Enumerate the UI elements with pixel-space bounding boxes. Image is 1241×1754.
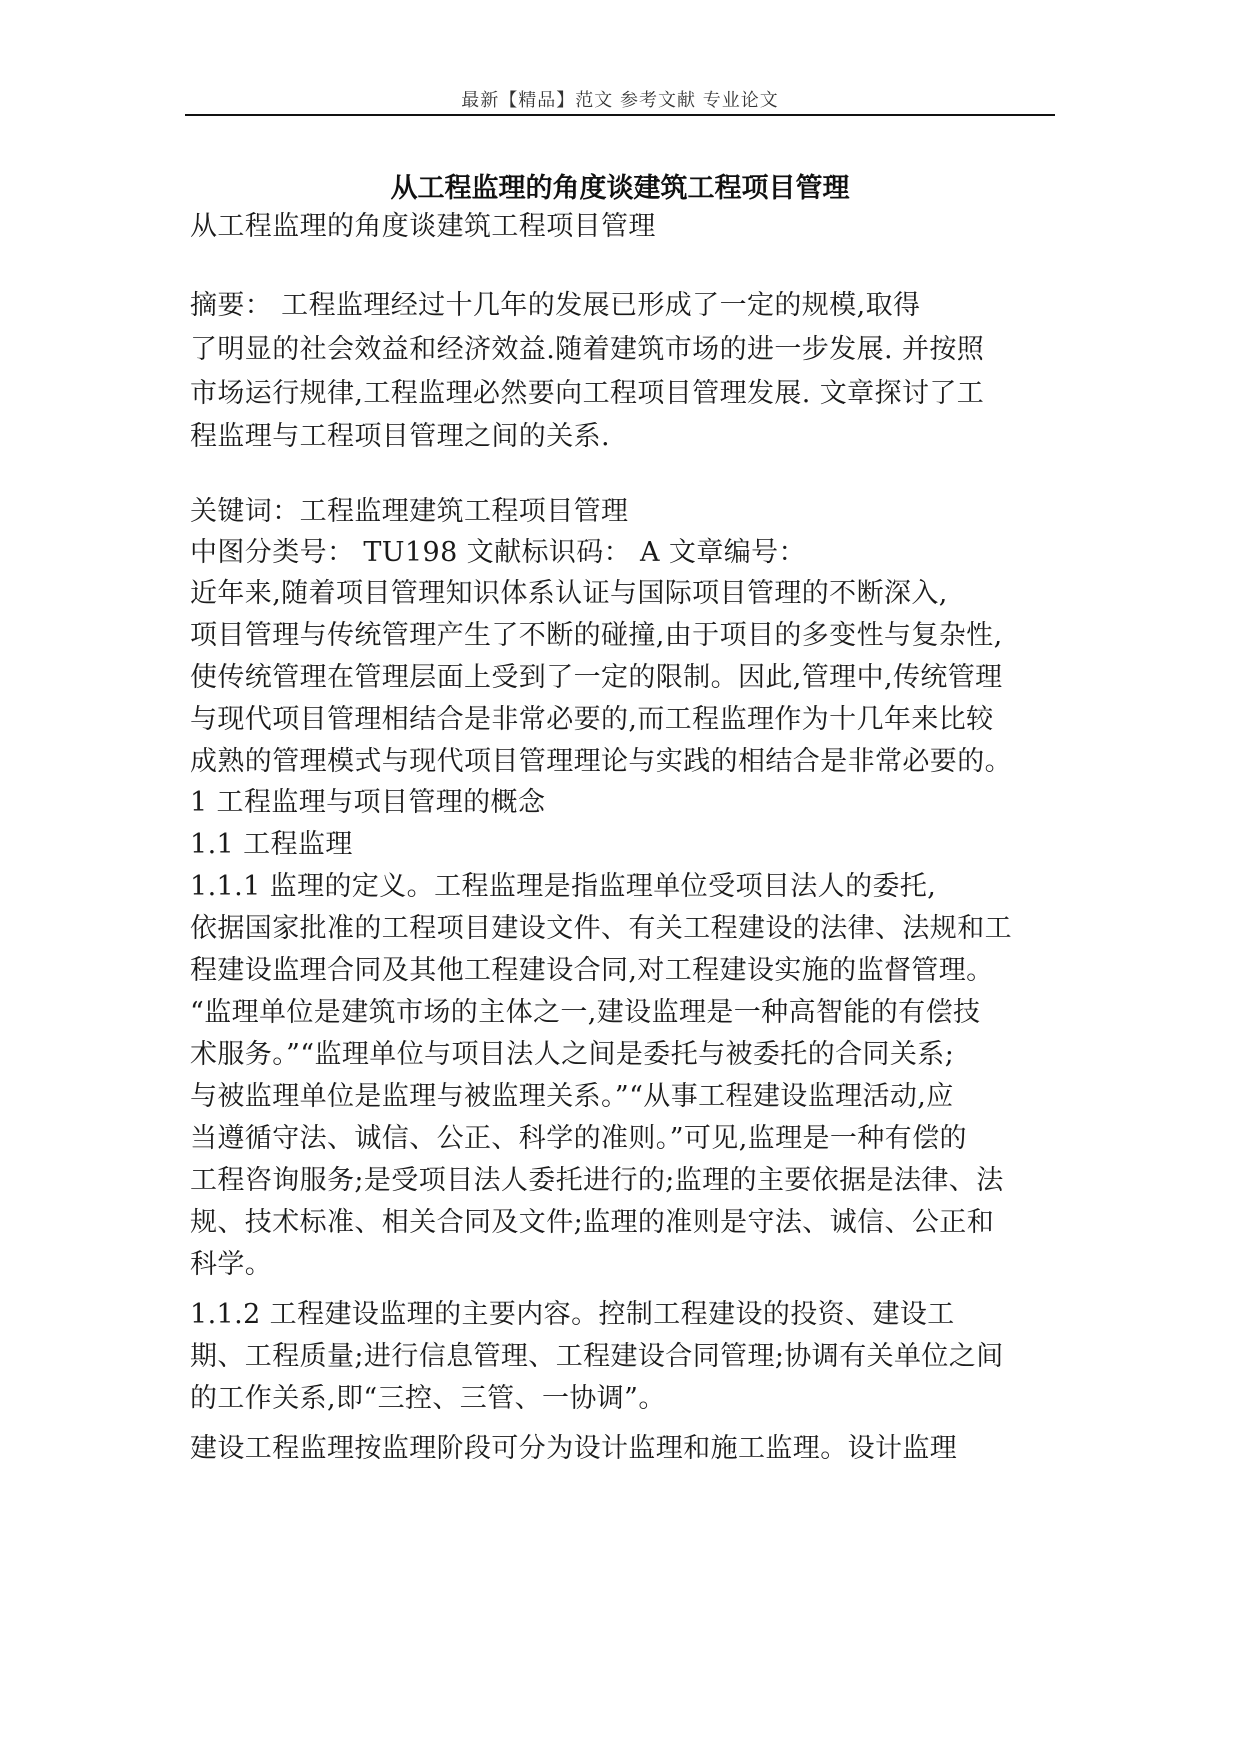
body-line: 当遵循守法、诚信、公正、科学的准则。”可见,监理是一种有偿的 [190, 1123, 967, 1154]
body-line: 工程咨询服务;是受项目法人委托进行的;监理的主要依据是法律、法 [190, 1165, 1004, 1196]
body-line: 程建设监理合同及其他工程建设合同,对工程建设实施的监督管理。 [190, 955, 994, 986]
body-line: 术服务。”“监理单位与项目法人之间是委托与被委托的合同关系; [190, 1039, 955, 1070]
body-line: 与现代项目管理相结合是非常必要的,而工程监理作为十几年来比较 [190, 704, 994, 735]
abstract-line: 程监理与工程项目管理之间的关系. [190, 421, 610, 452]
page-header: 最新【精品】范文 参考文献 专业论文 [461, 90, 779, 111]
header-divider [185, 114, 1055, 116]
subsection-heading: 1.1 工程监理 [190, 829, 353, 860]
abstract-line: 了明显的社会效益和经济效益.随着建筑市场的进一步发展. 并按照 [190, 334, 985, 365]
body-line: 建设工程监理按监理阶段可分为设计监理和施工监理。设计监理 [190, 1433, 958, 1464]
document-title: 从工程监理的角度谈建筑工程项目管理 [390, 173, 850, 204]
body-line: 近年来,随着项目管理知识体系认证与国际项目管理的不断深入, [190, 578, 948, 609]
classification-line: 中图分类号： TU198 文献标识码： A 文章编号： [190, 537, 806, 568]
body-line: 期、工程质量;进行信息管理、工程建设合同管理;协调有关单位之间 [190, 1341, 1004, 1372]
subtitle-line: 从工程监理的角度谈建筑工程项目管理 [190, 211, 656, 242]
body-line: 规、技术标准、相关合同及文件;监理的准则是守法、诚信、公正和 [190, 1207, 995, 1238]
body-line: 的工作关系,即“三控、三管、一协调”。 [190, 1383, 666, 1414]
keywords-line: 关键词：工程监理建筑工程项目管理 [190, 496, 629, 527]
body-line: 科学。 [190, 1249, 273, 1280]
section-heading: 1 工程监理与项目管理的概念 [190, 787, 546, 818]
body-line: 项目管理与传统管理产生了不断的碰撞,由于项目的多变性与复杂性, [190, 620, 1003, 651]
body-line: 1.1.2 工程建设监理的主要内容。控制工程建设的投资、建设工 [190, 1299, 955, 1330]
body-line: 1.1.1 监理的定义。工程监理是指监理单位受项目法人的委托, [190, 871, 937, 902]
body-line: 使传统管理在管理层面上受到了一定的限制。因此,管理中,传统管理 [190, 662, 1003, 693]
body-line: 依据国家批准的工程项目建设文件、有关工程建设的法律、法规和工 [190, 913, 1012, 944]
body-line: 与被监理单位是监理与被监理关系。”“从事工程建设监理活动,应 [190, 1081, 954, 1112]
body-line: 成熟的管理模式与现代项目管理理论与实践的相结合是非常必要的。 [190, 746, 1012, 777]
abstract-line: 市场运行规律,工程监理必然要向工程项目管理发展. 文章探讨了工 [190, 378, 985, 409]
abstract-line: 摘要： 工程监理经过十几年的发展已形成了一定的规模,取得 [190, 290, 921, 321]
body-line: “监理单位是建筑市场的主体之一,建设监理是一种高智能的有偿技 [190, 997, 981, 1028]
